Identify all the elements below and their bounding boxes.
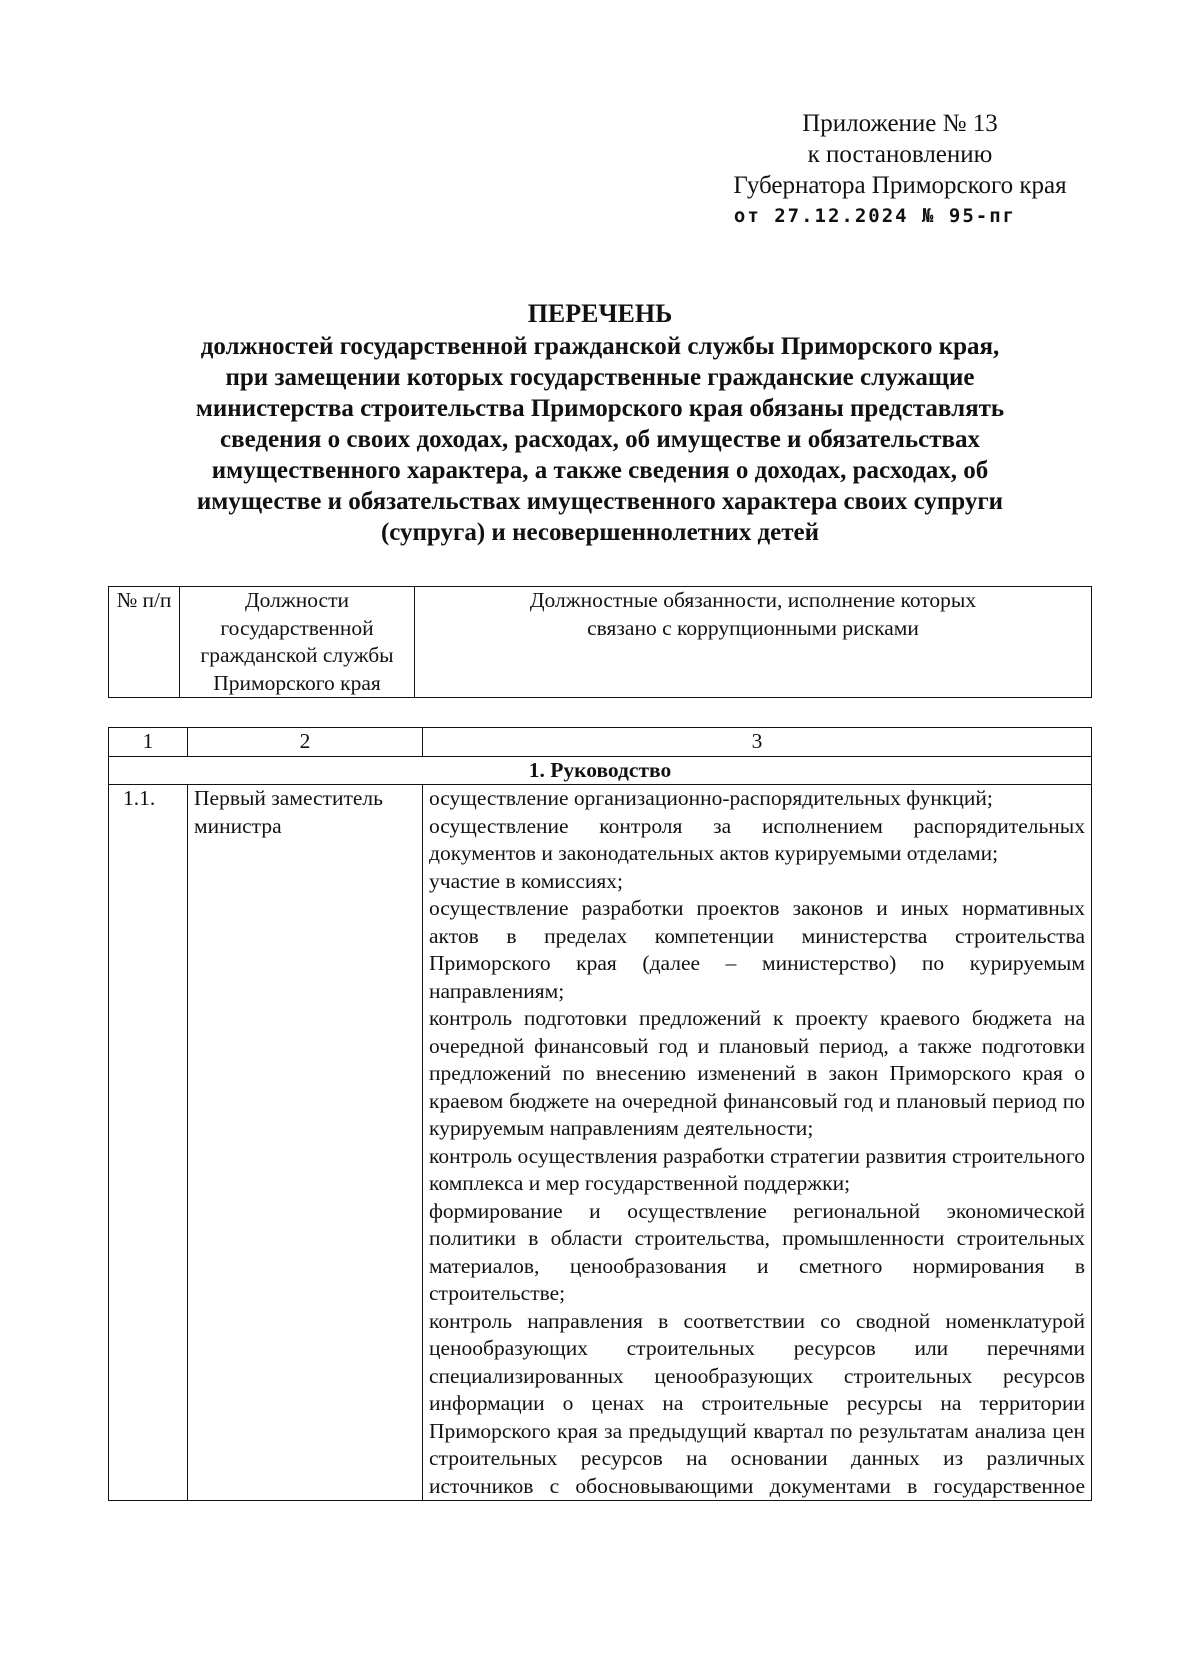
duty-item: осуществление организационно-распорядительных функций; <box>429 786 993 810</box>
document-title <box>140 298 1060 548</box>
title-heading: ПЕРЕЧЕНЬ <box>527 299 673 328</box>
row-position: Первый заместитель министра <box>188 785 423 1501</box>
header-col-duties-text: Должностные обязанности, исполнение которых связано с коррупционными рисками <box>529 588 977 640</box>
appendix-date-stamp: от 27.12.2024 № 95-пг <box>733 205 1017 227</box>
duty-item: контроль подготовки предложений к проекту краевого бюджета на очередной финансовый год и плановый период, а также подготовки предложений по внесению изменений в закон Приморского края о краевом бюджете на очередной финансовый год и плановый период по курируемым направлениям деятельности; <box>429 1006 1085 1140</box>
title-line: имуществе и обязательствах имущественного характера своих супруги <box>196 488 1004 515</box>
duty-item: осуществление разработки проектов законов и иных нормативных актов в пределах компетенции министерства строительства Приморского края (далее – министерство) по курируемым направлениям; <box>429 896 1085 1003</box>
main-table <box>108 727 1092 1501</box>
column-number: 2 <box>188 728 423 757</box>
table-row <box>109 785 1092 1501</box>
appendix-number: Приложение № 13 <box>802 110 998 137</box>
title-line: министерства строительства Приморского края обязаны представлять <box>195 395 1005 422</box>
duty-item: контроль осуществления разработки стратегии развития строительного комплекса и мер государственной поддержки; <box>429 1143 1085 1195</box>
column-number: 1 <box>109 728 188 757</box>
appendix-issuer: Губернатора Приморского края <box>733 172 1067 199</box>
header-table <box>108 586 1092 698</box>
column-number: 3 <box>423 728 1092 757</box>
header-col-number: № п/п <box>109 587 180 698</box>
duty-item: формирование и осуществление региональной экономической политики в области строительства, промышленности строительных материалов, ценообразования и сметного нормирования в строительстве; <box>429 1198 1085 1305</box>
header-col-position: Должности государственной гражданской службы Приморского края <box>180 587 415 698</box>
title-line: (супруга) и несовершеннолетних детей <box>380 519 820 546</box>
appendix-reference <box>690 108 1110 231</box>
section-title: 1. Руководство <box>109 756 1092 785</box>
row-number: 1.1. <box>109 785 188 1501</box>
appendix-resolution: к постановлению <box>807 141 993 168</box>
header-col-duties <box>415 587 1092 698</box>
section-row <box>109 756 1092 785</box>
title-line: имущественного характера, а также сведения о доходах, расходах, об <box>211 457 989 484</box>
title-line: должностей государственной гражданской службы Приморского края, <box>200 333 1000 360</box>
title-line: сведения о своих доходах, расходах, об имуществе и обязательствах <box>219 426 981 453</box>
duty-item: контроль направления в соответствии со сводной номенклатурой ценообразующих строительных ресурсов или перечнями специализированных ценообразующих строительных ресурсов информации о ценах на строительные ресурсы на территории Приморского края за предыдущий квартал по результатам анализа цен строительных ресурсов на основании данных из различных источников с обосновывающими документами в государственное <box>429 1308 1085 1498</box>
header-row <box>109 587 1092 698</box>
column-number-row <box>109 728 1092 757</box>
title-line: при замещении которых государственные гражданские служащие <box>225 364 975 391</box>
duty-item: участие в комиссиях; <box>429 868 624 893</box>
duty-item: осуществление контроля за исполнением распорядительных документов и законодательных актов курируемыми отделами; <box>429 813 1085 865</box>
row-duties <box>423 785 1092 1501</box>
